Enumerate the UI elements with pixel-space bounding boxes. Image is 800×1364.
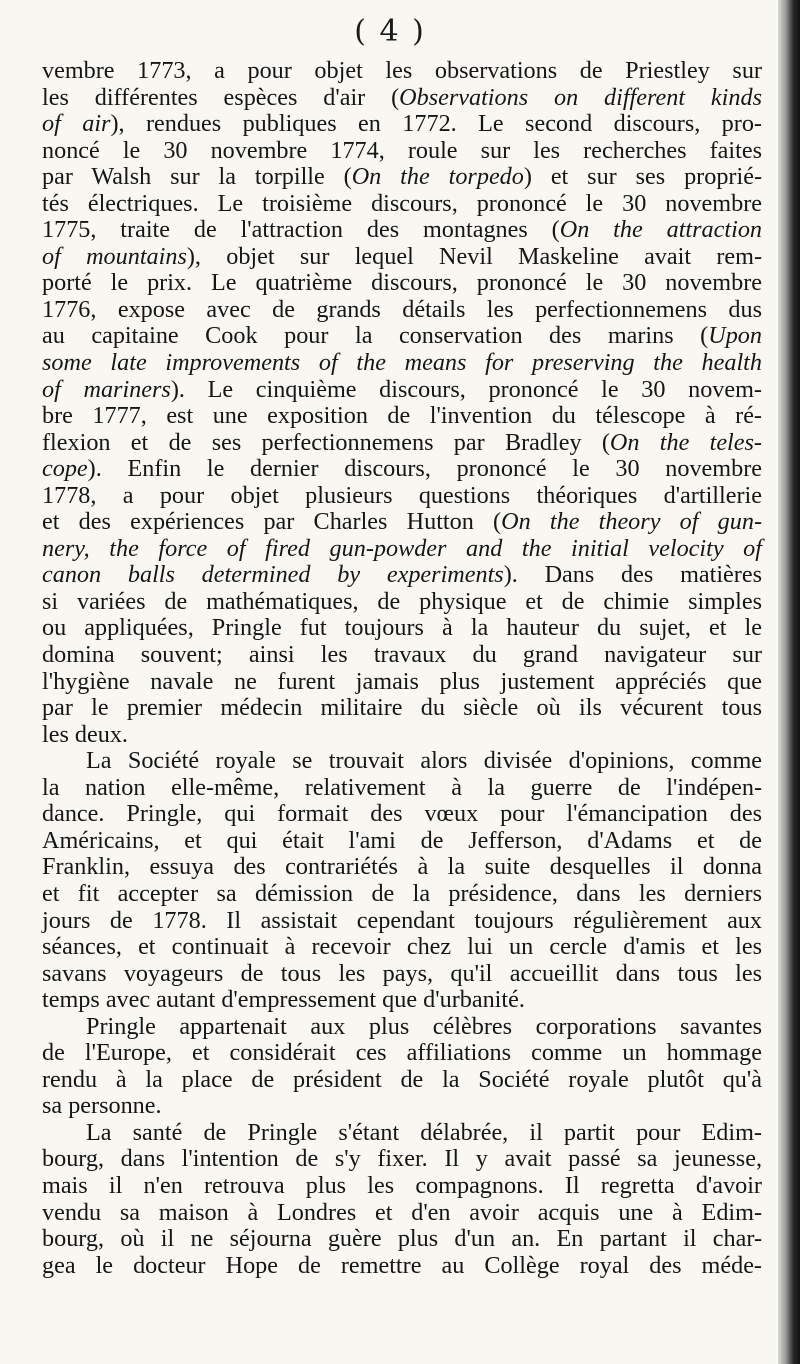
text-line: bre 1777, est une exposition de l'invention du télescope à ré- [42, 402, 762, 430]
text-line: mais il n'en retrouva plus les compagnons. Il regretta d'avoir [42, 1171, 762, 1199]
text-line: Américains, et qui était l'ami de Jefferson, d'Adams et de [42, 826, 762, 854]
text-line: ou appliquées, Pringle fut toujours à la hauteur du sujet, et le [42, 614, 762, 642]
paragraph [42, 748, 762, 1013]
text-line: La santé de Pringle s'étant délabrée, il partit pour Edim- [86, 1118, 762, 1146]
text-line: savans voyageurs de tous les pays, qu'il accueillit dans tous les [42, 959, 762, 987]
body-text [42, 58, 762, 1279]
text-line: et fit accepter sa démission de la présidence, dans les derniers [42, 879, 762, 907]
paragraph [42, 1014, 762, 1120]
text-line: dance. Pringle, qui formait des vœux pour l'émancipation des [42, 800, 762, 828]
text-line: l'hygiène navale ne furent jamais plus justement appréciés que [42, 667, 762, 695]
paragraph [42, 58, 762, 748]
text-line: rendu à la place de président de la Société royale plutôt qu'à [42, 1065, 762, 1093]
text-line: par Walsh sur la torpille (On the torpedo) et sur ses proprié- [42, 163, 762, 191]
text-line: par le premier médecin militaire du siècle où ils vécurent tous [42, 694, 762, 722]
text-line: tés électriques. Le troisième discours, prononcé le 30 novembre [42, 189, 762, 217]
text-line: au capitaine Cook pour la conservation des marins (Upon [42, 322, 762, 350]
page-number: ( 4 ) [354, 14, 426, 49]
text-line: les deux. [42, 720, 128, 748]
text-line: jours de 1778. Il assistait cependant toujours régulièrement aux [42, 906, 762, 934]
text-line: cope). Enfin le dernier discours, prononcé le 30 novembre [42, 455, 762, 483]
text-line: La Société royale se trouvait alors divisée d'opinions, comme [86, 747, 762, 775]
text-line: de l'Europe, et considérait ces affiliations comme un hommage [42, 1039, 762, 1067]
text-line: 1775, traite de l'attraction des montagnes (On the attraction [42, 216, 763, 244]
text-line: Pringle appartenait aux plus célèbres corporations savantes [86, 1012, 762, 1040]
page-edge-shadow [778, 0, 800, 1364]
text-line: si variées de mathématiques, de physique et de chimie simples [42, 587, 762, 615]
text-line: of mariners). Le cinquième discours, prononcé le 30 novem- [42, 375, 762, 403]
text-line: gea le docteur Hope de remettre au Collège royal des méde- [42, 1251, 762, 1279]
text-line: domina souvent; ainsi les travaux du grand navigateur sur [42, 641, 762, 669]
text-line: noncé le 30 novembre 1774, roule sur les recherches faites [42, 136, 762, 164]
text-line: la nation elle-même, relativement à la guerre de l'indépen- [42, 773, 762, 801]
text-line: some late improvements of the means for preserving the health [42, 349, 762, 377]
text-line: of air), rendues publiques en 1772. Le second discours, pro- [42, 110, 762, 138]
text-line: Franklin, essuya des contrariétés à la suite desquelles il donna [42, 853, 762, 881]
text-line: flexion et de ses perfectionnemens par Bradley (On the teles- [42, 428, 762, 456]
text-line: bourg, où il ne séjourna guère plus d'un an. En partant il char- [42, 1225, 762, 1253]
paragraph [42, 1120, 762, 1279]
text-line: vendu sa maison à Londres et d'en avoir acquis une à Edim- [42, 1198, 762, 1226]
text-line: 1778, a pour objet plusieurs questions théoriques d'artillerie [42, 481, 762, 509]
text-line: nery, the force of fired gun-powder and the initial velocity of [42, 534, 762, 562]
text-line: of mountains), objet sur lequel Nevil Maskeline avait rem- [42, 242, 762, 270]
text-line: vembre 1773, a pour objet les observations de Priestley sur [42, 57, 762, 84]
text-line: porté le prix. Le quatrième discours, prononcé le 30 novembre [42, 269, 762, 297]
text-line: et des expériences par Charles Hutton (On the theory of gun- [42, 508, 762, 536]
text-line: canon balls determined by experiments). Dans des matières [42, 561, 762, 589]
text-line: séances, et continuait à recevoir chez lui un cercle d'amis et les [42, 933, 762, 961]
text-line: les différentes espèces d'air (Observations on different kinds [42, 83, 762, 111]
text-line: sa personne. [42, 1092, 162, 1120]
text-line: temps avec autant d'empressement que d'urbanité. [42, 986, 525, 1014]
text-line: bourg, dans l'intention de s'y fixer. Il y avait passé sa jeunesse, [42, 1145, 762, 1173]
text-line: 1776, expose avec de grands détails les perfectionnemens dus [42, 295, 762, 323]
